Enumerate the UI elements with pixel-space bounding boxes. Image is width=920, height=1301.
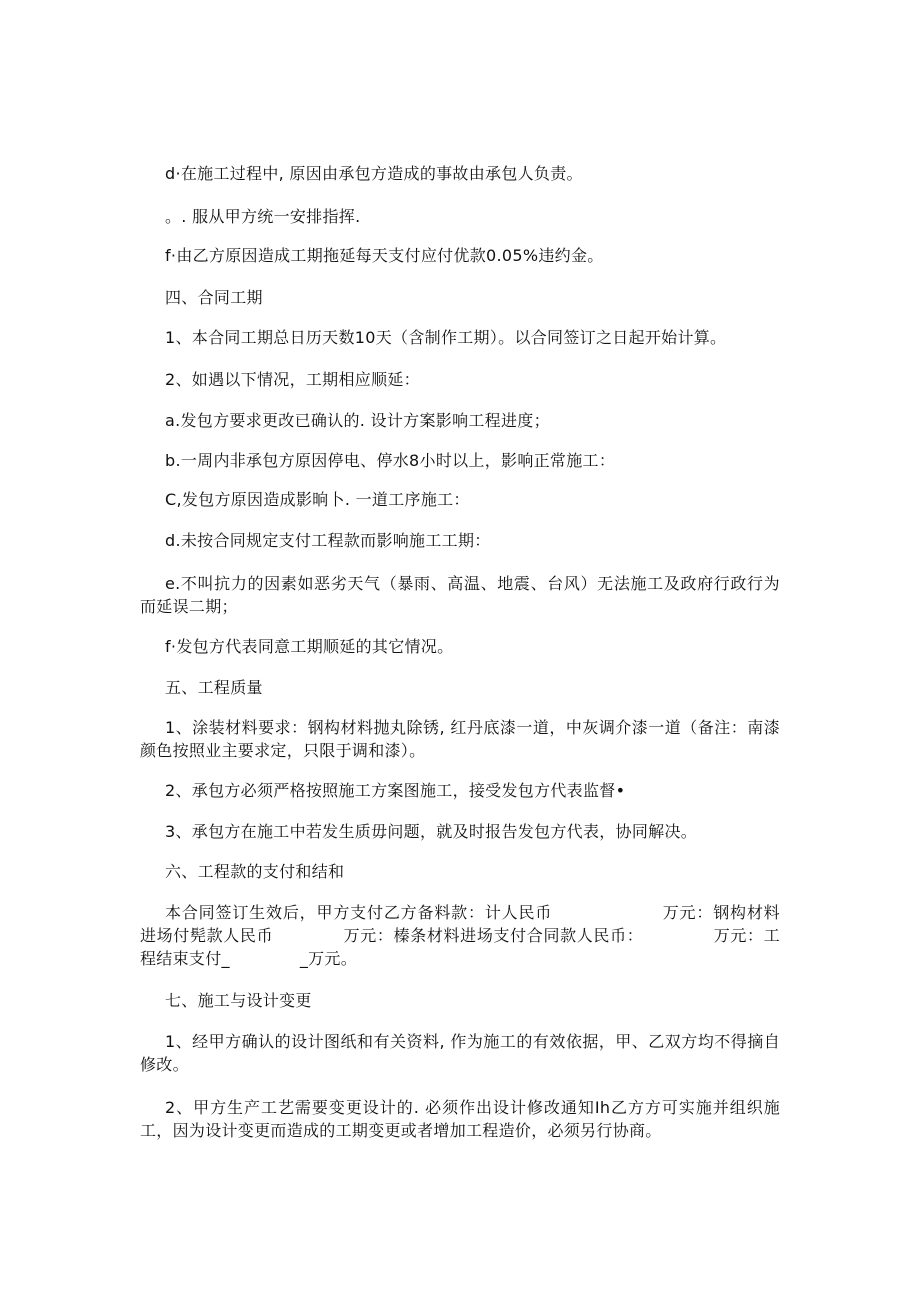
section-heading-5: 五、工程质量 — [165, 678, 263, 697]
clause-4-2-f: f·发包方代表同意工期顺延的其它情况。 — [165, 637, 454, 656]
payment-text-c: 万元：榛条材料进场支付合同款人民币： — [343, 926, 644, 945]
clause-5-2: 2、承包方必须严格按照施工方案图施工，接受发包方代表监督• — [165, 781, 626, 800]
clause-4-1: 1、本合同工期总日历天数10天（含制作工期）。以合同签订之日起开始计算。 — [165, 328, 727, 347]
section-heading-6: 六、工程款的支付和结和 — [165, 862, 345, 881]
clause-4-2: 2、如遇以下情况，工期相应顺延： — [165, 370, 420, 389]
payment-text-a: 本合同签订生效后，甲方支付乙方备料款：计人民币 — [165, 903, 553, 922]
clause-4-2-b: b.一周内非承包方原因停电、停水8小时以上，影响正常施工： — [165, 451, 616, 470]
clause-5-3: 3、承包方在施工中若发生质毋问题，就及时报告发包方代表，协同解决。 — [165, 822, 698, 841]
clause-4-2-a: a.发包方要求更改已确认的. 设计方案影响工程进度； — [165, 411, 550, 430]
clause-5-1: 1、涂装材料要求：钢构材料抛丸除锈, 红丹底漆一道，中灰调介漆一道（备注：南漆颜色按照业主要求定，只限于调和漆）。 — [140, 718, 780, 760]
payment-text-b: 万元：钢构材料进场付髡款人民币 — [140, 903, 780, 945]
clause-4-2-e: e.不叫抗力的因素如恶劣天气（暴雨、高温、地震、台风）无法施工及政府行政行为而延误二期； — [140, 574, 780, 616]
section-heading-4: 四、合同工期 — [165, 288, 263, 307]
clause-e: 。. 服从甲方统一安排指挥. — [165, 207, 361, 226]
payment-text-e: _万元。 — [299, 949, 358, 968]
clause-7-2: 2、甲方生产工艺需要变更设计的. 必须作出设计修改通知Ih乙方方可实施并组织施工，因为设计变更而造成的工期变更或者增加工程造价，必须另行协商。 — [140, 1098, 780, 1140]
payment-paragraph — [140, 901, 780, 970]
clause-7-1: 1、经甲方确认的设计图纸和有关资料, 作为施工的有效依据，甲、乙双方均不得摘自修改。 — [140, 1032, 780, 1074]
clause-f: f·由乙方原因造成工期拖延每天支付应付优款0.05%违约金。 — [165, 246, 604, 265]
clause-4-2-c: C,发包方原因造成影晌卜. 一道工序施工： — [165, 490, 470, 509]
clause-4-2-d: d.未按合同规定支付工程款而影响施工工期： — [165, 531, 491, 550]
payment-text-d: 万元：工程结束支付_ — [140, 926, 781, 968]
section-heading-7: 七、施工与设计变更 — [165, 991, 312, 1010]
clause-d: d·在施工过程中, 原因由承包方造成的事故由承包人负责。 — [165, 164, 583, 183]
